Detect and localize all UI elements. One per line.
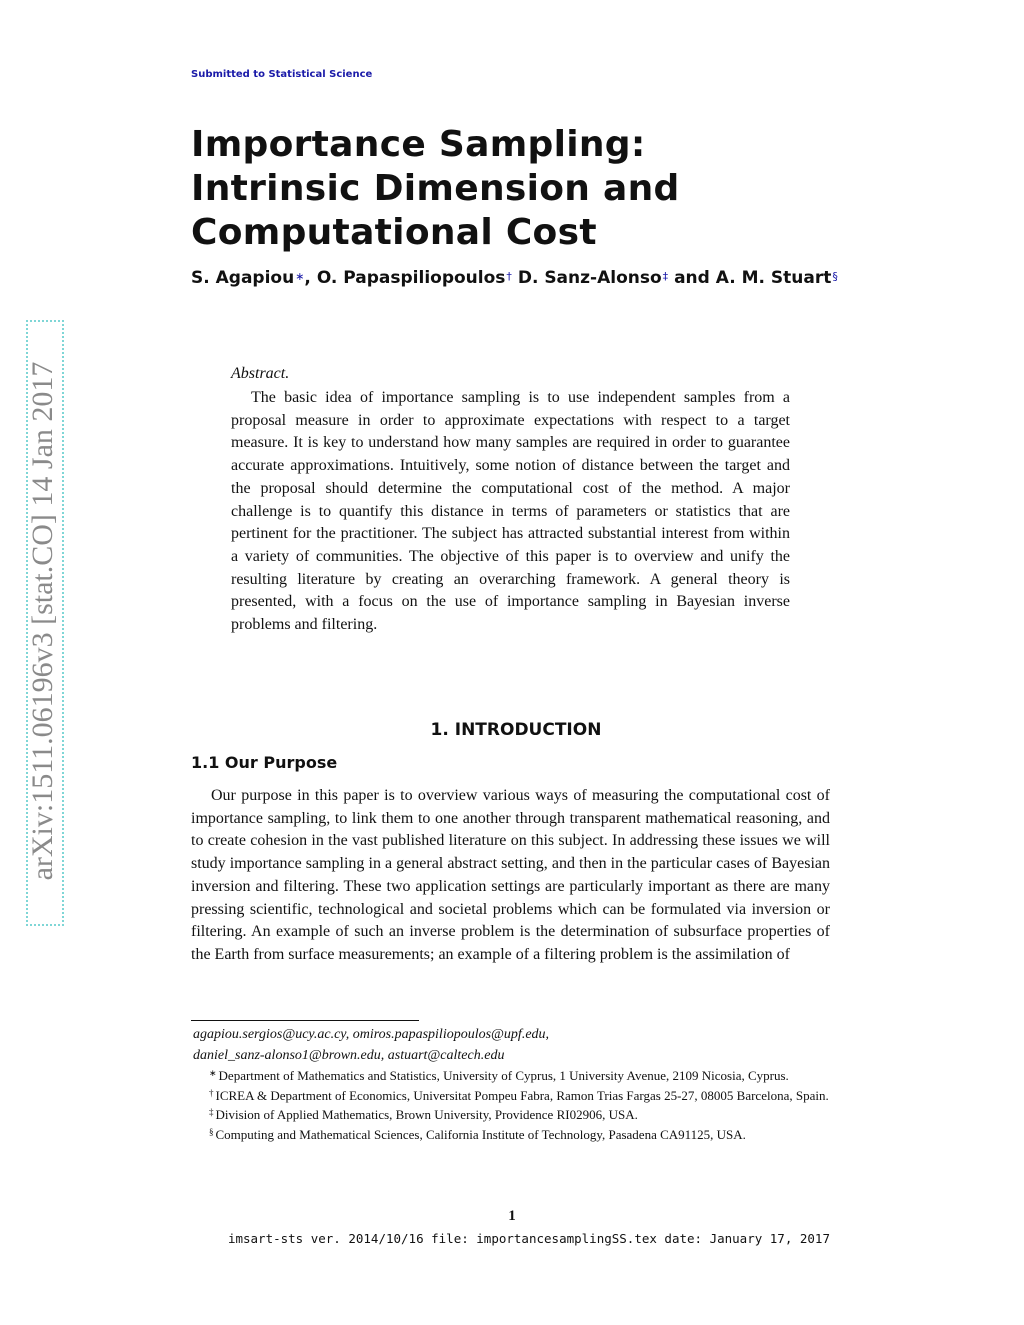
introduction-paragraph: Our purpose in this paper is to overview various ways of measuring the computational cost of importance sampling, to link them to one another through transparent mathematical reasoning, and to create cohesion in the vast published literature on this subject. In addressing these issues we will study importance sampling in a general abstract setting, and then in the particular cases of Bayesian inversion and filtering. These two application settings are particularly important as there are many pressing scientific, technological and societal problems which can be formulated via inversion or filtering. An example of such an inverse problem is the determination of subsurface properties of the Earth from surface measurements; an example of a filtering problem is the assimilation of [191, 787, 830, 963]
author-separator: , [304, 268, 317, 288]
footer-file-info: imsart-sts ver. 2014/10/16 file: importancesamplingSS.tex date: January 17, 2017 [227, 1231, 830, 1246]
footnote-text: ICREA & Department of Economics, Universitat Pompeu Fabra, Ramon Trias Fargas 25-27, 08005 Barcelona, Spain. [215, 1087, 829, 1103]
footnote-mark: † [209, 1087, 214, 1098]
author-name: O. Papaspiliopoulos [316, 268, 506, 288]
footnote-mark: § [209, 1126, 214, 1137]
email-line[interactable]: agapiou.sergios@ucy.ac.cy, omiros.papaspiliopoulos@upf.edu, [193, 1027, 550, 1042]
footnote-mark: ‡ [209, 1107, 214, 1117]
footnote [191, 1126, 830, 1146]
author-list [191, 268, 838, 288]
arxiv-identifier[interactable]: arXiv:1511.06196v3 [stat.CO] 14 Jan 2017 [26, 361, 59, 881]
paper-title: Importance Sampling: Intrinsic Dimension and Computational Cost [191, 124, 680, 253]
author-name: S. Agapiou [191, 268, 295, 288]
author-footnote-link[interactable]: § [832, 270, 838, 283]
footnote-divider [191, 1020, 419, 1021]
email-line[interactable]: daniel_sanz-alonso1@brown.edu, astuart@caltech.edu [193, 1048, 505, 1063]
abstract-text: The basic idea of importance sampling is to use independent samples from a proposal measure in order to approximate expectations with respect to a target measure. It is key to understand how many samples are required in order to guarantee accurate approximations. Intuitively, some notion of distance between the target and the proposal should determine the computational cost of the method. A major challenge is to quantify this distance in terms of parameters or statistics that are pertinent for the practitioner. The subject has attracted substantial interest from within a variety of communities. The objective of this paper is to overview and unify the resulting literature by creating an overarching framework. A general theory is presented, with a focus on the use of importance sampling in Bayesian inverse problems and filtering. [231, 389, 790, 634]
footnote-text: Department of Mathematics and Statistics, University of Cyprus, 1 University Avenue, 2109 Nicosia, Cyprus. [218, 1068, 789, 1083]
author-name: A. M. Stuart [715, 268, 832, 288]
footnote [191, 1106, 830, 1126]
arxiv-stamp[interactable] [26, 320, 66, 924]
abstract-label: Abstract. [231, 365, 290, 382]
journal-header[interactable]: Submitted to Statistical Science [191, 69, 373, 80]
footnote-mark: ∗ [209, 1068, 217, 1078]
section-heading: 1. INTRODUCTION [430, 720, 602, 740]
page-number: 1 [508, 1208, 516, 1224]
footnote-text: Computing and Mathematical Sciences, California Institute of Technology, Pasadena CA91125, USA. [215, 1126, 746, 1142]
author-emails [193, 1024, 830, 1066]
subsection-heading: 1.1 Our Purpose [191, 753, 338, 772]
affiliation-footnotes [191, 1067, 830, 1145]
footnote [191, 1067, 830, 1087]
author-name: D. Sanz-Alonso [517, 268, 662, 288]
author-footnote-link[interactable]: ‡ [662, 270, 669, 283]
author-footnote-link[interactable]: ∗ [295, 270, 305, 283]
author-footnote-link[interactable]: † [506, 270, 512, 283]
footnote-text: Division of Applied Mathematics, Brown University, Providence RI02906, USA. [215, 1107, 638, 1122]
author-separator: and [668, 268, 716, 288]
footnote [191, 1087, 830, 1107]
